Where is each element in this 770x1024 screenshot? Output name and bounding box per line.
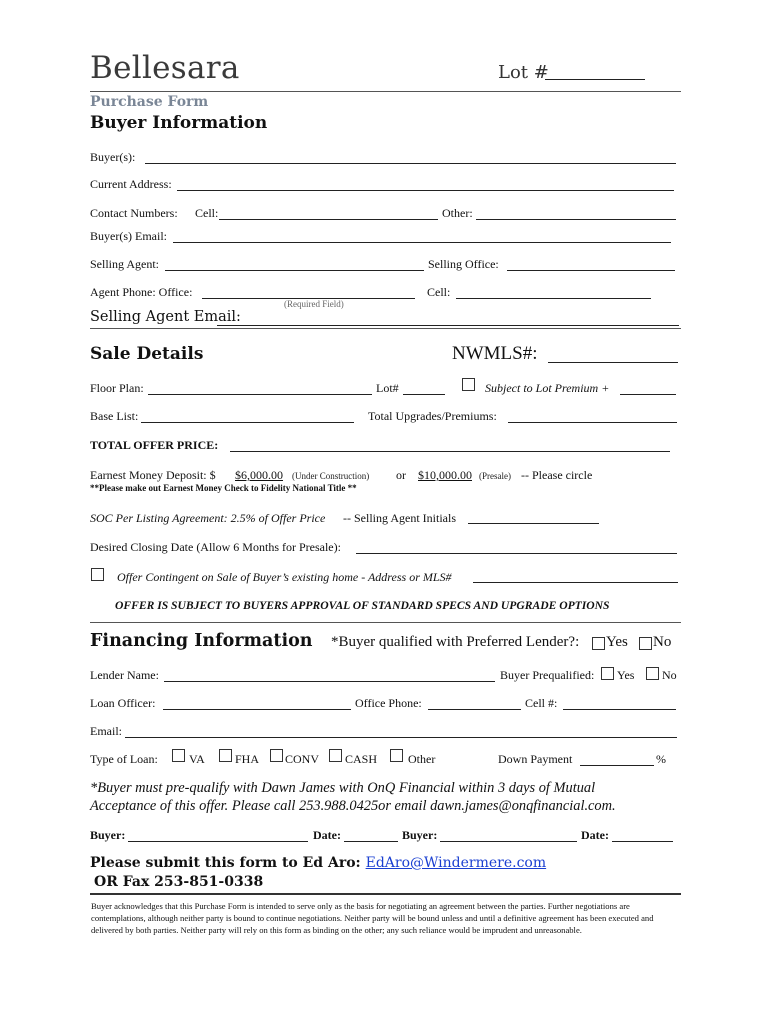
loan-cell-field[interactable] bbox=[563, 709, 676, 710]
loan-officer-field[interactable] bbox=[163, 709, 351, 710]
preferred-no-label: No bbox=[653, 634, 672, 650]
financing-heading: Financing Information bbox=[90, 631, 313, 651]
earnest-amount-presale[interactable]: $10,000.00 bbox=[418, 468, 472, 482]
upgrades-label: Total Upgrades/Premiums: bbox=[368, 409, 497, 423]
percent-sign: % bbox=[656, 752, 666, 766]
lender-name-label: Lender Name: bbox=[90, 668, 159, 682]
buyers-label: Buyer(s): bbox=[90, 150, 136, 164]
total-offer-field[interactable] bbox=[230, 451, 670, 452]
disclaimer-text: Buyer acknowledges that this Purchase Form is intended to serve only as the basis for negotiating an agreement between the parties. Further negotiations are contemplations, although neither party is bound to continue negotiations. Neither party will be bound unless and until a definitive agreement has been executed and delivered by both parties. Neither party will rely on this form as binding on the other; any such reliance would be imprudent and unreasonable. bbox=[91, 901, 654, 935]
prequalified-no-label: No bbox=[662, 668, 677, 682]
soc-initials-field[interactable] bbox=[468, 523, 599, 524]
agent-email-field[interactable] bbox=[217, 325, 679, 326]
submit-fax: OR Fax 253-851-0338 bbox=[94, 874, 264, 890]
selling-agent-field[interactable] bbox=[165, 270, 424, 271]
floor-plan-field[interactable] bbox=[148, 394, 372, 395]
earnest-check-note: **Please make out Earnest Money Check to Fidelity National Title ** bbox=[90, 483, 357, 493]
agent-cell-label: Cell: bbox=[427, 285, 451, 299]
lot-number-label: Lot# bbox=[376, 381, 399, 395]
section-rule-sale bbox=[90, 622, 681, 623]
form-title: Purchase Form bbox=[90, 94, 209, 110]
soc-initials-label: -- Selling Agent Initials bbox=[343, 511, 456, 525]
nwmls-label: NWMLS#: bbox=[452, 343, 538, 364]
selling-office-field[interactable] bbox=[507, 270, 675, 271]
preferred-lender-label: *Buyer qualified with Preferred Lender?: bbox=[331, 634, 580, 650]
prequalified-no-checkbox[interactable] bbox=[646, 667, 659, 680]
floor-plan-label: Floor Plan: bbox=[90, 381, 144, 395]
prequalified-yes-label: Yes bbox=[617, 668, 635, 682]
lender-name-field[interactable] bbox=[164, 681, 495, 682]
office-phone-label: Office Phone: bbox=[355, 696, 422, 710]
lender-email-field[interactable] bbox=[125, 737, 677, 738]
base-list-label: Base List: bbox=[90, 409, 139, 423]
other-loan-label: Other bbox=[408, 752, 436, 766]
nwmls-field[interactable] bbox=[548, 362, 678, 363]
lot-field[interactable] bbox=[545, 79, 645, 80]
loan-officer-label: Loan Officer: bbox=[90, 696, 156, 710]
cash-label: CASH bbox=[345, 752, 378, 766]
date2-field[interactable] bbox=[612, 841, 673, 842]
submit-line1 bbox=[90, 855, 546, 871]
buyer-info-heading: Buyer Information bbox=[90, 113, 268, 133]
sale-details-heading: Sale Details bbox=[90, 344, 204, 364]
base-list-field[interactable] bbox=[141, 422, 354, 423]
buyers-field[interactable] bbox=[145, 163, 676, 164]
or-label: or bbox=[396, 468, 406, 482]
office-phone-field[interactable] bbox=[428, 709, 521, 710]
agent-phone-label: Agent Phone: Office: bbox=[90, 285, 193, 299]
submit-email-link[interactable]: EdAro@Windermere.com bbox=[365, 855, 547, 871]
prequal-note-line1: *Buyer must pre-qualify with Dawn James with OnQ Financial within 3 days of Mutual bbox=[90, 780, 596, 796]
va-label: VA bbox=[189, 752, 205, 766]
brand-name: Bellesara bbox=[90, 50, 240, 86]
agent-email-label: Selling Agent Email: bbox=[90, 309, 241, 325]
please-circle-note: -- Please circle bbox=[521, 468, 593, 482]
lot-label: Lot # bbox=[498, 62, 549, 83]
prequalified-yes-checkbox[interactable] bbox=[601, 667, 614, 680]
contingent-checkbox[interactable] bbox=[91, 568, 104, 581]
buyer-email-field[interactable] bbox=[173, 242, 671, 243]
other-label: Other: bbox=[442, 206, 473, 220]
presale-note: (Presale) bbox=[479, 471, 511, 481]
submit-instruction: Please submit this form to Ed Aro: bbox=[90, 855, 361, 871]
prequal-note-line2: Acceptance of this offer. Please call 253.988.0425or email dawn.james@onqfinancial.com. bbox=[90, 798, 616, 814]
preferred-yes-label: Yes bbox=[606, 634, 628, 650]
preferred-no-checkbox[interactable] bbox=[639, 637, 652, 650]
date1-field[interactable] bbox=[344, 841, 398, 842]
contingent-field[interactable] bbox=[473, 582, 678, 583]
buyer1-signature-label: Buyer: bbox=[90, 828, 126, 842]
earnest-money-label: Earnest Money Deposit: $ bbox=[90, 468, 216, 482]
loan-cell-label: Cell #: bbox=[525, 696, 558, 710]
fha-checkbox[interactable] bbox=[219, 749, 232, 762]
cell-field[interactable] bbox=[219, 219, 438, 220]
other-phone-field[interactable] bbox=[476, 219, 676, 220]
section-rule-buyer bbox=[90, 328, 681, 329]
cell-label: Cell: bbox=[195, 206, 219, 220]
lot-premium-checkbox[interactable] bbox=[462, 378, 475, 391]
lot-premium-label: Subject to Lot Premium + bbox=[485, 381, 610, 395]
selling-office-label: Selling Office: bbox=[428, 257, 499, 271]
header-rule bbox=[90, 91, 681, 92]
agent-cell-field[interactable] bbox=[456, 298, 651, 299]
contingent-label: Offer Contingent on Sale of Buyer’s existing home - Address or MLS# bbox=[117, 570, 452, 584]
lot-number-field[interactable] bbox=[403, 394, 445, 395]
required-field-note: (Required Field) bbox=[284, 299, 344, 309]
address-field[interactable] bbox=[177, 190, 674, 191]
conv-checkbox[interactable] bbox=[270, 749, 283, 762]
selling-agent-label: Selling Agent: bbox=[90, 257, 159, 271]
date2-label: Date: bbox=[581, 828, 609, 842]
soc-label: SOC Per Listing Agreement: 2.5% of Offer Price bbox=[90, 511, 326, 525]
down-payment-field[interactable] bbox=[580, 765, 654, 766]
loan-type-label: Type of Loan: bbox=[90, 752, 158, 766]
cash-checkbox[interactable] bbox=[329, 749, 342, 762]
other-loan-checkbox[interactable] bbox=[390, 749, 403, 762]
prequalified-label: Buyer Prequalified: bbox=[500, 668, 595, 682]
earnest-amount-construction[interactable]: $6,000.00 bbox=[235, 468, 283, 482]
date1-label: Date: bbox=[313, 828, 341, 842]
closing-date-field[interactable] bbox=[356, 553, 677, 554]
address-label: Current Address: bbox=[90, 177, 172, 191]
down-payment-label: Down Payment bbox=[498, 752, 573, 766]
buyer1-signature-field[interactable] bbox=[128, 841, 308, 842]
upgrades-field[interactable] bbox=[508, 422, 677, 423]
lot-premium-field[interactable] bbox=[620, 394, 676, 395]
contact-label: Contact Numbers: bbox=[90, 206, 178, 220]
va-checkbox[interactable] bbox=[172, 749, 185, 762]
submit-rule bbox=[90, 893, 681, 895]
fha-label: FHA bbox=[235, 752, 260, 766]
lender-email-label: Email: bbox=[90, 724, 122, 738]
total-offer-label: TOTAL OFFER PRICE: bbox=[90, 438, 219, 452]
buyer2-signature-label: Buyer: bbox=[402, 828, 438, 842]
under-construction-note: (Under Construction) bbox=[292, 471, 370, 481]
preferred-yes-checkbox[interactable] bbox=[592, 637, 605, 650]
buyer-email-label: Buyer(s) Email: bbox=[90, 229, 167, 243]
buyer2-signature-field[interactable] bbox=[440, 841, 577, 842]
approval-note: OFFER IS SUBJECT TO BUYERS APPROVAL OF STANDARD SPECS AND UPGRADE OPTIONS bbox=[115, 599, 610, 612]
closing-date-label: Desired Closing Date (Allow 6 Months for Presale): bbox=[90, 540, 341, 554]
conv-label: CONV bbox=[285, 752, 320, 766]
